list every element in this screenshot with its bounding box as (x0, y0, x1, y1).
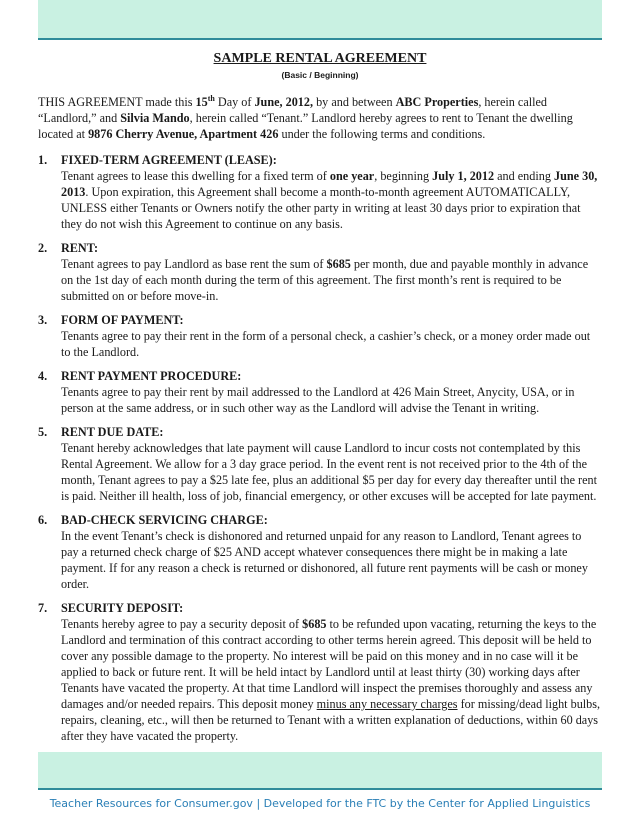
section-heading: FORM OF PAYMENT: (61, 313, 184, 327)
tenant-name: Silvia Mando (120, 111, 190, 125)
rent-amount: $685 (326, 257, 351, 271)
section-bad-check: 6. BAD-CHECK SERVICING CHARGE: In the event Tenant’s check is dishonored and returned unpaid for any reason to Landlord, Tenant agrees to pay a returned check charge of $25 AND accept whatever consequences there might be in making a late payment. If for any reason a check is returned or dishonored, all future rent payments will be cash or money order. (38, 512, 602, 592)
section-rent-due-date: 5. RENT DUE DATE: Tenant hereby acknowledges that late payment will cause Landlord to incur costs not contemplated by this Rental Agreement. We allow for a 3 day grace period. In the event rent is not received prior to the 4th of the month, Tenant agrees to pay a $25 late fee, plus an additional $5 per day for every day thereafter until the rent is paid. Neither ill health, loss of job, financial emergency, or other excuses will be accepted for late payment. (38, 424, 602, 504)
section-body: Tenants agree to pay their rent in the form of a personal check, a cashier’s check, or a money order made out to the Landlord. (61, 329, 591, 359)
section-body: Tenant agrees to pay Landlord as base rent the sum of $685 per month, due and payable monthly in advance on the 1st day of each month during the term of this agreement. The first month’s rent is required to be submitted on or before move-in. (61, 257, 589, 303)
section-heading: RENT DUE DATE: (61, 425, 164, 439)
section-heading: BAD-CHECK SERVICING CHARGE: (61, 513, 268, 527)
intro-paragraph: THIS AGREEMENT made this 15th Day of June, 2012, by and between ABC Properties, herein called “Landlord,” and Silvia Mando, herein called “Tenant.” Landlord hereby agrees to rent to Tenant the dwelling located at 9876 Cherry Avenue, Apartment 426 under the following terms and conditions. (38, 93, 573, 141)
document-subtitle: (Basic / Beginning) (281, 70, 359, 80)
section-security-deposit: 7. SECURITY DEPOSIT: Tenants hereby agree to pay a security deposit of $685 to be refunded upon vacating, returning the keys to the Landlord and termination of this contract according to other terms herein agreed. This deposit will be held to cover any possible damage to the property. No interest will be paid on this money and in no case will it be applied to back or future rent. It will be held intact by Landlord until at least thirty (30) working days after Tenants have vacated the property. At that time Landlord will inspect the premises thoroughly and assess any damages and/or needed repairs. This deposit money minus any necessary charges for missing/dead light bulbs, repairs, cleaning, etc., will then be returned to Tenant with a written explanation of deductions, within 60 days after they have vacated the property. (38, 601, 601, 743)
section-body: Tenants agree to pay their rent by mail addressed to the Landlord at 426 Main Street, Anycity, USA, or in person at the same address, or in such other way as the Landlord will advise the Tenant in writing. (61, 385, 575, 415)
header-band (38, 0, 602, 40)
section-body: In the event Tenant’s check is dishonored and returned unpaid for any reason to Landlord, Tenant agrees to pay a returned check charge of $25 AND accept whatever consequences there might be in making a late payment. If for any reason a check is returned or dishonored, all future rent payments will be cash or money order. (61, 529, 588, 591)
landlord-name: ABC Properties (395, 95, 479, 109)
section-body: Tenants hereby agree to pay a security deposit of $685 to be refunded upon vacating, returning the keys to the Landlord and termination of this contract according to other terms herein agreed. This deposit will be held to cover any possible damage to the property. No interest will be paid on this money and in no case will it be applied to back or future rent. It will be held intact by Landlord until at least thirty (30) working days after Tenants have vacated the property. At that time Landlord will inspect the premises thoroughly and assess any damages and/or needed repairs. This deposit money minus any necessary charges for missing/dead light bulbs, repairs, cleaning, etc., will then be returned to Tenant with a written explanation of deductions, within 60 days after they have vacated the property. (61, 617, 601, 743)
section-body: Tenant hereby acknowledges that late payment will cause Landlord to incur costs not contemplated by this Rental Agreement. We allow for a 3 day grace period. In the event rent is not received prior to the 4th of the month, Tenant agrees to pay a $25 late fee, plus an additional $5 per day for every day thereafter until the rent is paid. Neither ill health, loss of job, financial emergency, or other excuses will be accepted for late payment. (61, 441, 597, 503)
section-heading: RENT PAYMENT PROCEDURE: (61, 369, 242, 383)
section-fixed-term: 1. FIXED-TERM AGREEMENT (LEASE): Tenant agrees to lease this dwelling for a fixed term of one year, beginning July 1, 2012 and ending June 30, 2013. Upon expiration, this Agreement shall become a month-to-month agreement AUTOMATICALLY, UNLESS either Tenants or Owners notify the other party in writing at least 30 days prior to expiration that they do not wish this Agreement to continue on any basis. (38, 152, 602, 232)
rental-agreement-document (38, 50, 602, 752)
document-title: SAMPLE RENTAL AGREEMENT (213, 51, 427, 66)
footer-credit: Teacher Resources for Consumer.gov | Developed for the FTC by the Center for Applied Linguistics (49, 797, 591, 810)
section-form-of-payment: 3. FORM OF PAYMENT: Tenants agree to pay their rent in the form of a personal check, a cashier’s check, or a money order made out to the Landlord. (38, 312, 602, 360)
deposit-amount: $685 (302, 617, 327, 631)
section-rent: 2. RENT: Tenant agrees to pay Landlord as base rent the sum of $685 per month, due and payable monthly in advance on the 1st day of each month during the term of this agreement. The first month’s rent is required to be submitted on or before move-in. (38, 240, 602, 304)
section-heading: SECURITY DEPOSIT: (61, 601, 184, 615)
section-body: Tenant agrees to lease this dwelling for a fixed term of one year, beginning July 1, 2012 and ending June 30, 2013. Upon expiration, this Agreement shall become a month-to-month agreement AUTOMATICALLY, UNLESS either Tenants or Owners notify the other party in writing at least 30 days prior to expiration that they do not wish this Agreement to continue on any basis. (61, 169, 598, 231)
section-payment-procedure: 4. RENT PAYMENT PROCEDURE: Tenants agree to pay their rent by mail addressed to the Landlord at 426 Main Street, Anycity, USA, or in person at the same address, or in such other way as the Landlord will advise the Tenant in writing. (38, 368, 602, 416)
property-address: 9876 Cherry Avenue, Apartment 426 (88, 127, 279, 141)
section-heading: RENT: (61, 241, 99, 255)
section-heading: FIXED-TERM AGREEMENT (LEASE): (61, 153, 277, 167)
agreement-date: June, 2012, (254, 95, 314, 109)
footer-band (38, 752, 602, 790)
